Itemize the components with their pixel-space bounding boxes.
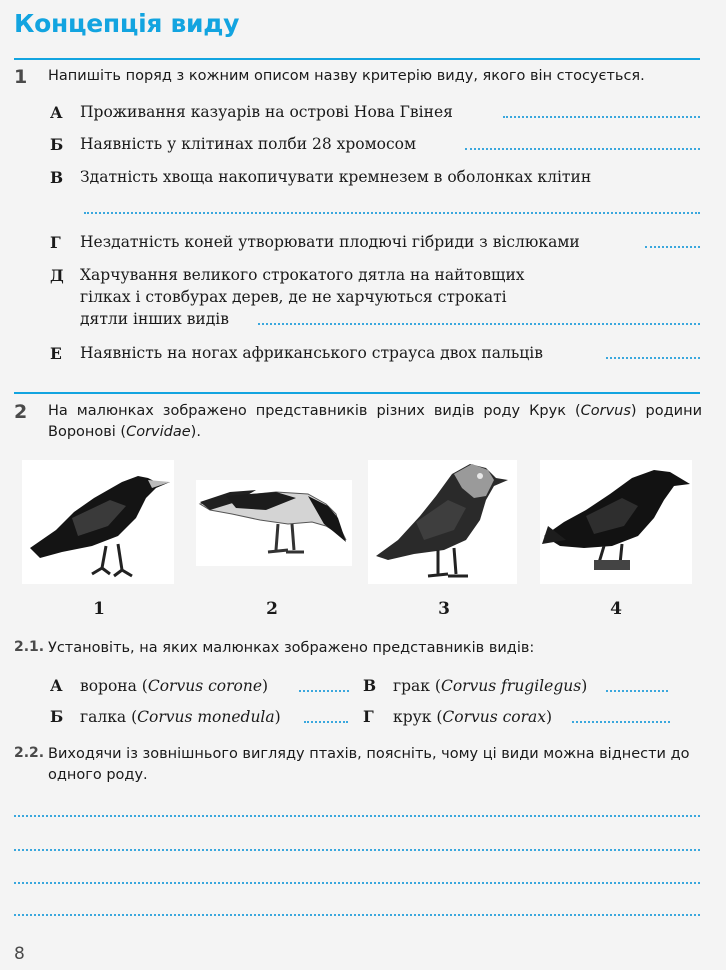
item-text: Нездатність коней утворювати плодючі гібриди з віслюками xyxy=(80,233,580,251)
item-letter: Д xyxy=(50,266,64,285)
subquestion-2-1-number: 2.1. xyxy=(14,639,45,655)
question-1-text: Напишіть поряд з кожним описом назву критерію виду, якого він стосується. xyxy=(48,68,645,84)
species-answer-a xyxy=(50,675,268,697)
item-text-line-2: гілках і стовбурах дерев, де не харчуються строкаті xyxy=(80,288,507,306)
answer-line-v[interactable] xyxy=(84,212,700,214)
picture-3-number: 3 xyxy=(438,599,450,619)
raven-bird-icon xyxy=(540,460,692,584)
answer-letter: В xyxy=(363,676,377,695)
explanation-line-3[interactable] xyxy=(14,882,700,884)
q2-text-mid: ) родини Воронові ( xyxy=(48,403,702,440)
question-1-number: 1 xyxy=(14,66,28,88)
answer-line-a[interactable] xyxy=(503,116,700,118)
answer-line-e[interactable] xyxy=(606,357,700,359)
closing-paren: ) xyxy=(274,708,281,726)
hooded-crow-bird-icon xyxy=(196,480,352,566)
species-answer-line-v[interactable] xyxy=(606,690,668,692)
q2-text-suffix: ). xyxy=(190,424,201,440)
rook-bird-icon xyxy=(22,460,174,584)
item-text-line-3: дятли інших видів xyxy=(80,310,229,328)
species-answer-v xyxy=(363,675,587,697)
jackdaw-bird-icon xyxy=(368,460,517,584)
item-text: Наявність на ногах африканського страуса двох пальців xyxy=(80,344,543,362)
answer-line-h[interactable] xyxy=(645,246,700,248)
item-letter: А xyxy=(50,103,63,122)
question-2-number: 2 xyxy=(14,401,28,423)
page-title: Концепція виду xyxy=(14,9,240,38)
answer-line-b[interactable] xyxy=(465,148,700,150)
species-common-name: грак ( xyxy=(393,677,441,695)
explanation-line-2[interactable] xyxy=(14,849,700,851)
item-letter: В xyxy=(50,168,64,187)
genus-name: Corvus xyxy=(580,403,631,419)
species-common-name: галка ( xyxy=(80,708,138,726)
item-letter: Г xyxy=(50,233,61,252)
picture-4-number: 4 xyxy=(610,599,622,619)
item-text: Наявність у клітинах полби 28 хромосом xyxy=(80,135,417,153)
answer-letter: Б xyxy=(50,707,64,726)
subquestion-2-2-number: 2.2. xyxy=(14,745,45,761)
closing-paren: ) xyxy=(262,677,269,695)
picture-3 xyxy=(368,460,517,584)
species-common-name: ворона ( xyxy=(80,677,148,695)
subquestion-2-2-text: Виходячи із зовнішнього вигляду птахів, поясніть, чому ці види можна віднести до одного роду. xyxy=(48,746,690,783)
closing-paren: ) xyxy=(546,708,553,726)
picture-1 xyxy=(22,460,174,584)
species-answer-h xyxy=(363,706,552,728)
species-answer-line-h[interactable] xyxy=(572,721,670,723)
answer-letter: А xyxy=(50,676,63,695)
explanation-line-4[interactable] xyxy=(14,914,700,916)
item-letter: Е xyxy=(50,344,62,363)
item-text: Здатність хвоща накопичувати кремнезем в оболонках клітин xyxy=(80,168,592,186)
question-2-text xyxy=(48,401,702,443)
picture-2-number: 2 xyxy=(266,599,278,619)
species-answer-line-a[interactable] xyxy=(299,690,349,692)
item-text: Проживання казуарів на острові Нова Гвінея xyxy=(80,103,453,121)
closing-paren: ) xyxy=(581,677,588,695)
species-answer-b xyxy=(50,706,281,728)
picture-2 xyxy=(196,480,352,566)
species-latin-name: Corvus frugilegus xyxy=(440,677,582,695)
species-latin-name: Corvus monedula xyxy=(137,708,275,726)
picture-1-number: 1 xyxy=(93,599,105,619)
item-letter: Б xyxy=(50,135,64,154)
family-name: Corvidae xyxy=(126,424,191,440)
subquestion-2-1-text: Установіть, на яких малюнках зображено представників видів: xyxy=(48,640,535,656)
q2-text-prefix: На малюнках зображено представників різних видів роду Крук ( xyxy=(48,403,581,419)
section-divider xyxy=(14,58,700,60)
page-number: 8 xyxy=(14,944,25,964)
answer-line-d[interactable] xyxy=(258,323,700,325)
answer-letter: Г xyxy=(363,707,374,726)
section-divider xyxy=(14,392,700,394)
species-latin-name: Corvus corone xyxy=(147,677,262,695)
species-latin-name: Corvus corax xyxy=(442,708,547,726)
item-text-line-1: Харчування великого строкатого дятла на найтовщих xyxy=(80,266,525,284)
species-answer-line-b[interactable] xyxy=(304,721,348,723)
picture-4 xyxy=(540,460,692,584)
explanation-line-1[interactable] xyxy=(14,815,700,817)
species-common-name: крук ( xyxy=(393,708,443,726)
